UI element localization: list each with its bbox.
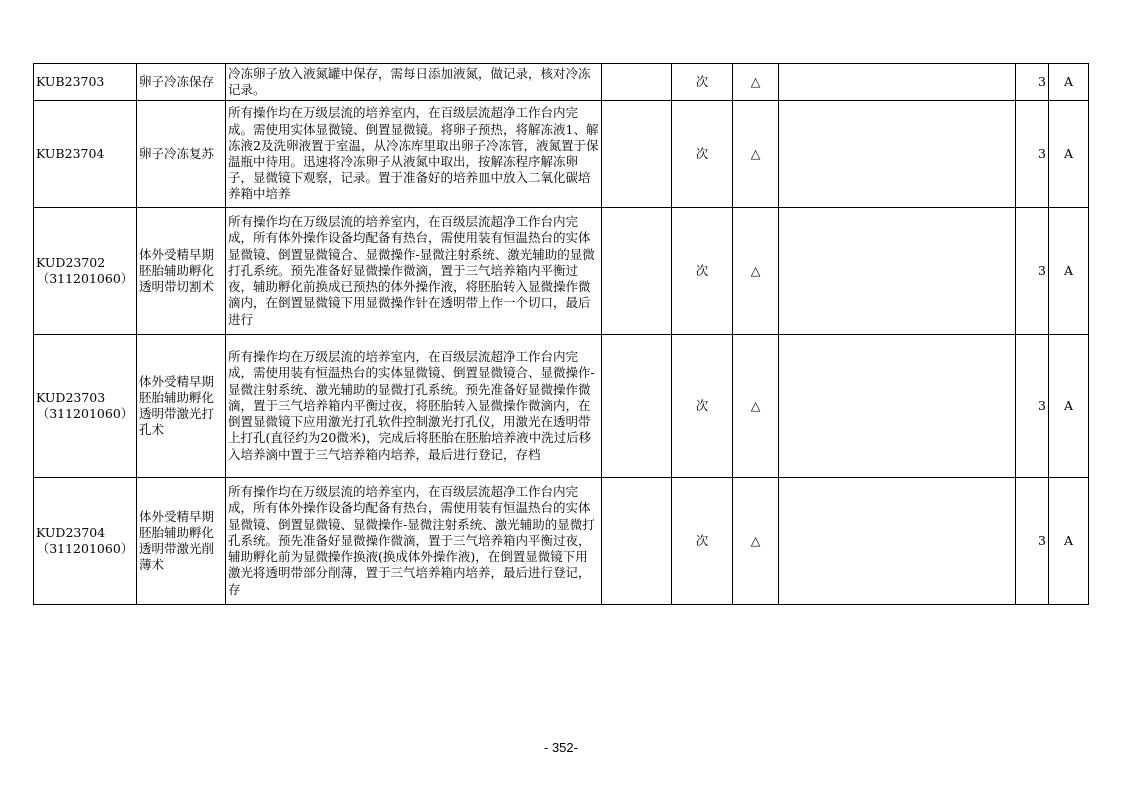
item-name: 卵子冷冻保存 [137,64,226,101]
item-unit: 次 [672,208,733,335]
item-name: 体外受精早期胚胎辅助孵化透明带激光削薄术 [137,478,226,605]
item-description: 所有操作均在万级层流的培养室内，在百级层流超净工作台内完成，所有体外操作设备均配备有热台，需使用装有恒温热台的实体显微镜、倒置显微镜、显微操作-显微注射系统、激光辅助的显微打孔系统。预先准备好显微操作微滴，置于三气培养箱内平衡过夜，辅助孵化前为显微操作换液(换成体外操作液)，在倒置显微镜下用激光将透明带部分削薄，置于三气培养箱内培养，最后进行登记，存 [226,478,602,605]
table-row [34,335,1089,478]
item-number: 3 [1016,64,1049,101]
item-name: 卵子冷冻复苏 [137,101,226,208]
item-description: 所有操作均在万级层流的培养室内，在百级层流超净工作台内完成。需使用实体显微镜、倒置显微镜。将卵子预热，将解冻液1、解冻液2及洗卵液置于室温，从冷冻库里取出卵子冷冻管，液氮置于保温瓶中待用。迅速将冷冻卵子从液氮中取出，按解冻程序解冻卵子，显微镜下观察，记录。置于准备好的培养皿中放入二氧化碳培养箱中培养 [226,101,602,208]
item-notes [779,101,1016,208]
item-grade: A [1049,101,1089,208]
item-number: 3 [1016,208,1049,335]
item-grade: A [1049,335,1089,478]
item-description: 所有操作均在万级层流的培养室内，在百级层流超净工作台内完成，需使用装有恒温热台的实体显微镜、倒置显微镜合、显微操作-显微注射系统、激光辅助的显微打孔系统。预先准备好显微操作微滴，置于三气培养箱内平衡过夜，将胚胎转入显微操作微滴内，在倒置显微镜下应用激光打孔软件控制激光打孔仪，用激光在透明带上打孔(直径约为20微米)，完成后将胚胎在胚胎培养液中洗过后移入培养滴中置于三气培养箱内培养，最后进行登记，存档 [226,335,602,478]
item-grade: A [1049,208,1089,335]
item-exclusions [602,478,672,605]
item-code: KUB23704 [34,101,137,208]
item-name: 体外受精早期胚胎辅助孵化透明带切割术 [137,208,226,335]
price-table [33,63,1089,605]
table-row [34,101,1089,208]
item-exclusions [602,64,672,101]
item-notes [779,478,1016,605]
item-notes [779,335,1016,478]
item-code: KUB23703 [34,64,137,101]
page-number: - 352- [544,740,578,755]
item-triangle-mark: △ [733,208,779,335]
item-triangle-mark: △ [733,101,779,208]
item-code: KUD23702 （311201060） [34,208,137,335]
table-row [34,208,1089,335]
item-unit: 次 [672,335,733,478]
item-notes [779,208,1016,335]
item-triangle-mark: △ [733,64,779,101]
item-number: 3 [1016,335,1049,478]
item-exclusions [602,208,672,335]
table-row [34,64,1089,101]
item-grade: A [1049,64,1089,101]
item-unit: 次 [672,64,733,101]
item-number: 3 [1016,101,1049,208]
item-exclusions [602,101,672,208]
item-grade: A [1049,478,1089,605]
item-unit: 次 [672,101,733,208]
item-triangle-mark: △ [733,478,779,605]
item-description: 冷冻卵子放入液氮罐中保存，需每日添加液氮，做记录，核对冷冻记录。 [226,64,602,101]
item-code: KUD23703 （311201060） [34,335,137,478]
item-name: 体外受精早期胚胎辅助孵化透明带激光打孔术 [137,335,226,478]
table-row [34,478,1089,605]
item-unit: 次 [672,478,733,605]
item-triangle-mark: △ [733,335,779,478]
item-description: 所有操作均在万级层流的培养室内，在百级层流超净工作台内完成，所有体外操作设备均配备有热台，需使用装有恒温热台的实体显微镜、倒置显微镜合、显微操作-显微注射系统、激光辅助的显微打孔系统。预先准备好显微操作微滴，置于三气培养箱内平衡过夜，辅助孵化前换成已预热的体外操作液，将胚胎转入显微操作微滴内，在倒置显微镜下用显微操作针在透明带上作一个切口，最后进行 [226,208,602,335]
item-code: KUD23704 （311201060） [34,478,137,605]
item-exclusions [602,335,672,478]
item-number: 3 [1016,478,1049,605]
item-notes [779,64,1016,101]
